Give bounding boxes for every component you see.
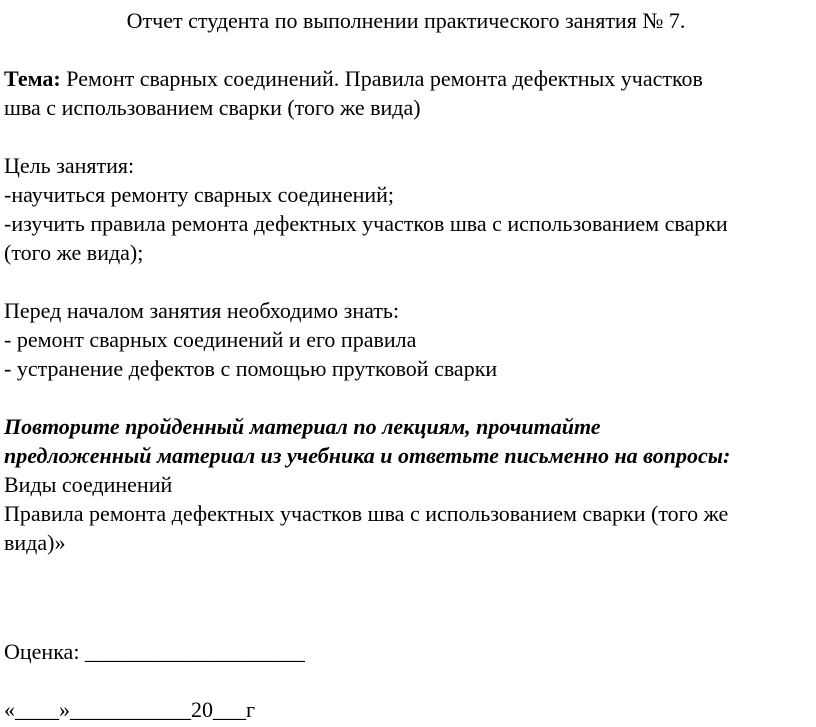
- report-title: Отчет студента по выполнении практического занятия № 7.: [126, 8, 686, 33]
- spacer: [4, 35, 808, 64]
- question-2-line-1: Правила ремонта дефектных участков шва с использованием сварки (того же: [4, 501, 729, 526]
- topic-line-1: [4, 64, 808, 93]
- prerequisites-item-2: - устранение дефектов с помощью прутковой сварки: [4, 356, 498, 381]
- spacer: [4, 557, 808, 637]
- spacer: [4, 666, 808, 695]
- spacer: [4, 122, 808, 151]
- topic-line-2: шва с использованием сварки (того же вида): [4, 95, 421, 120]
- spacer: [4, 267, 808, 296]
- date-line: «____»___________20___г: [4, 697, 256, 722]
- instruction-line-1: Повторите пройденный материал по лекциям, прочитайте: [4, 414, 601, 439]
- topic-label: Тема:: [4, 66, 61, 91]
- instruction-line-2: предложенный материал из учебника и ответьте письменно на вопросы:: [4, 443, 731, 468]
- prerequisites-item-1: - ремонт сварных соединений и его правила: [4, 327, 417, 352]
- spacer: [4, 383, 808, 412]
- topic-text-1: Ремонт сварных соединений. Правила ремонта дефектных участков: [60, 66, 703, 91]
- question-1: Виды соединений: [4, 472, 173, 497]
- goal-heading: Цель занятия:: [4, 153, 135, 178]
- prerequisites-heading: Перед началом занятия необходимо знать:: [4, 298, 400, 323]
- goal-item-2-line-2: (того же вида);: [4, 240, 144, 265]
- goal-item-1: -научиться ремонту сварных соединений;: [4, 182, 395, 207]
- question-2-line-2: вида)»: [4, 530, 66, 555]
- grade-line: Оценка: ____________________: [4, 639, 305, 664]
- goal-item-2-line-1: -изучить правила ремонта дефектных участков шва с использованием сварки: [4, 211, 728, 236]
